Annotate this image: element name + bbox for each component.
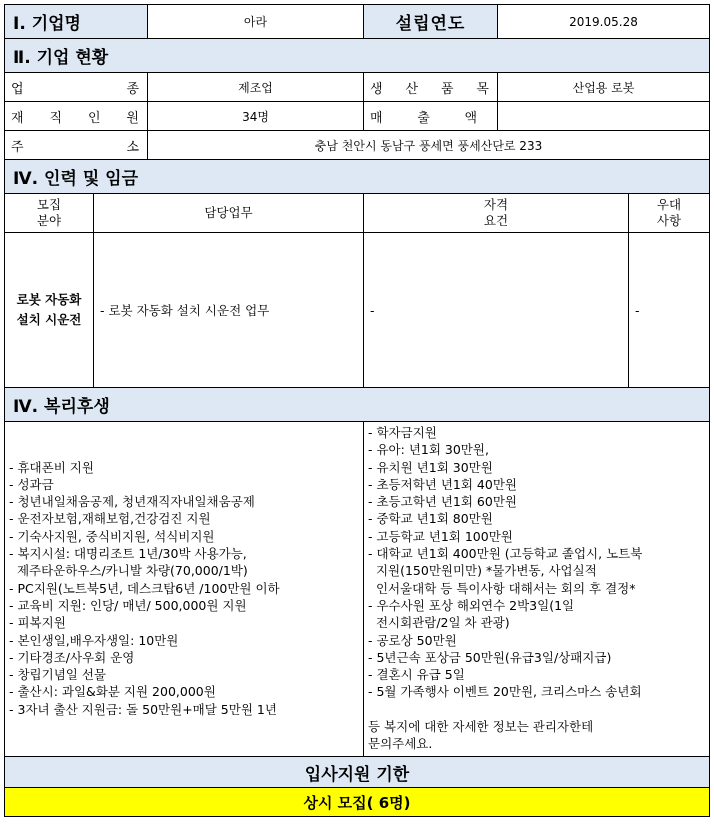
list-item: - 기타경조/사우회 운영	[9, 649, 135, 665]
company-section-label: Ⅰ. 기업명	[5, 5, 148, 39]
list-item: 문의주세요.	[368, 736, 433, 752]
list-item: - 창립기념일 선물	[9, 667, 106, 683]
sales-label: 매 출 액	[364, 102, 498, 131]
list-item: 인서울대학 등 특이사항 대해서는 회의 후 결정*	[368, 580, 636, 596]
list-item: - 공로상 50만원	[368, 632, 457, 648]
job-preference: -	[629, 233, 710, 388]
industry-label: 업 종	[5, 73, 148, 102]
list-item: - 중학교 년1회 80만원	[368, 511, 493, 527]
founded-label: 설립연도	[364, 5, 498, 39]
list-item: - 기숙사지원, 중식비지원, 석식비지원	[9, 528, 215, 544]
list-item: - 출산시: 과일&화분 지원 200,000원	[9, 684, 216, 700]
deadline-title: 입사지원 기한	[5, 757, 710, 788]
list-item: - 초등저학년 년1회 40만원	[368, 476, 517, 492]
welfare-right-list	[364, 422, 710, 757]
col-field-header: 모집 분야	[5, 194, 94, 233]
job-qualification: -	[364, 233, 629, 388]
list-item	[9, 424, 359, 441]
list-item: - 교육비 지원: 인당/ 매년/ 500,000원 지원	[9, 597, 247, 613]
list-item: - 대학교 년1회 400만원 (고등학교 졸업시, 노트북	[368, 546, 643, 562]
deadline-value: 상시 모집( 6명)	[5, 788, 710, 817]
posting-table	[4, 4, 710, 817]
sales-value	[498, 102, 710, 131]
list-item: - 결혼시 유급 5일	[368, 667, 465, 683]
list-item: - 휴대폰비 지원	[9, 459, 94, 475]
list-item: - 성과금	[9, 476, 54, 492]
list-item	[9, 441, 359, 458]
job-posting-document	[4, 4, 709, 817]
address-label: 주 소	[5, 131, 148, 160]
job-duty: - 로봇 자동화 설치 시운전 업무	[94, 233, 364, 388]
list-item	[368, 701, 705, 718]
list-item: - 우수사원 포상 해외연수 2박3일(1일	[368, 597, 575, 613]
list-item: 지원(150만원미만) *물가변동, 사업실적	[368, 563, 597, 579]
list-item: - 학자금지원	[368, 425, 437, 440]
employees-label: 재 직 인 원	[5, 102, 148, 131]
list-item: - 피복지원	[9, 615, 66, 631]
list-item: 전시회관람/2일 차 관광)	[368, 615, 510, 631]
job-field: 로봇 자동화 설치 시운전	[5, 233, 94, 388]
founded-value: 2019.05.28	[498, 5, 710, 39]
list-item: - 5년근속 포상금 50만원(유급3일/상패지급)	[368, 649, 612, 665]
col-pref-header: 우대 사항	[629, 194, 710, 233]
employees-value: 34명	[148, 102, 364, 131]
list-item: - 유치원 년1회 30만원	[368, 459, 493, 475]
col-duty-header: 담당업무	[94, 194, 364, 233]
list-item: - 복지시설: 대명리조트 1년/30박 사용가능,	[9, 546, 247, 562]
company-name: 아라	[148, 5, 364, 39]
list-item: 등 복지에 대한 자세한 정보는 관리자한테	[368, 719, 594, 735]
list-item: 제주타운하우스/카니발 차량(70,000/1박)	[9, 563, 248, 579]
product-label: 생 산 품 목	[364, 73, 498, 102]
address-value: 충남 천안시 동남구 풍세면 풍세산단로 233	[148, 131, 710, 160]
welfare-section-label: Ⅳ. 복리후생	[5, 388, 710, 422]
list-item: - PC지원(노트북5년, 데스크탑6년 /100만원 이하	[9, 580, 280, 596]
list-item: - 유아: 년1회 30만원,	[368, 442, 489, 458]
welfare-left-list	[5, 422, 364, 757]
product-value: 산업용 로봇	[498, 73, 710, 102]
staffing-section-label: Ⅳ. 인력 및 임금	[5, 160, 710, 194]
col-qual-header: 자격 요건	[364, 194, 629, 233]
list-item: - 초등고학년 년1회 60만원	[368, 494, 517, 510]
list-item: - 5월 가족행사 이벤트 20만원, 크리스마스 송년회	[368, 684, 642, 700]
list-item: - 고등학교 년1회 100만원	[368, 528, 513, 544]
list-item: - 운전자보험,재해보험,건강검진 지원	[9, 511, 211, 527]
list-item: - 청년내일채움공제, 청년재직자내일채움공제	[9, 494, 255, 510]
industry-value: 제조업	[148, 73, 364, 102]
list-item: - 3자녀 출산 지원금: 돌 50만원+매달 5만원 1년	[9, 701, 277, 717]
list-item: - 본인생일,배우자생일: 10만원	[9, 632, 179, 648]
status-section-label: Ⅱ. 기업 현황	[5, 39, 710, 73]
